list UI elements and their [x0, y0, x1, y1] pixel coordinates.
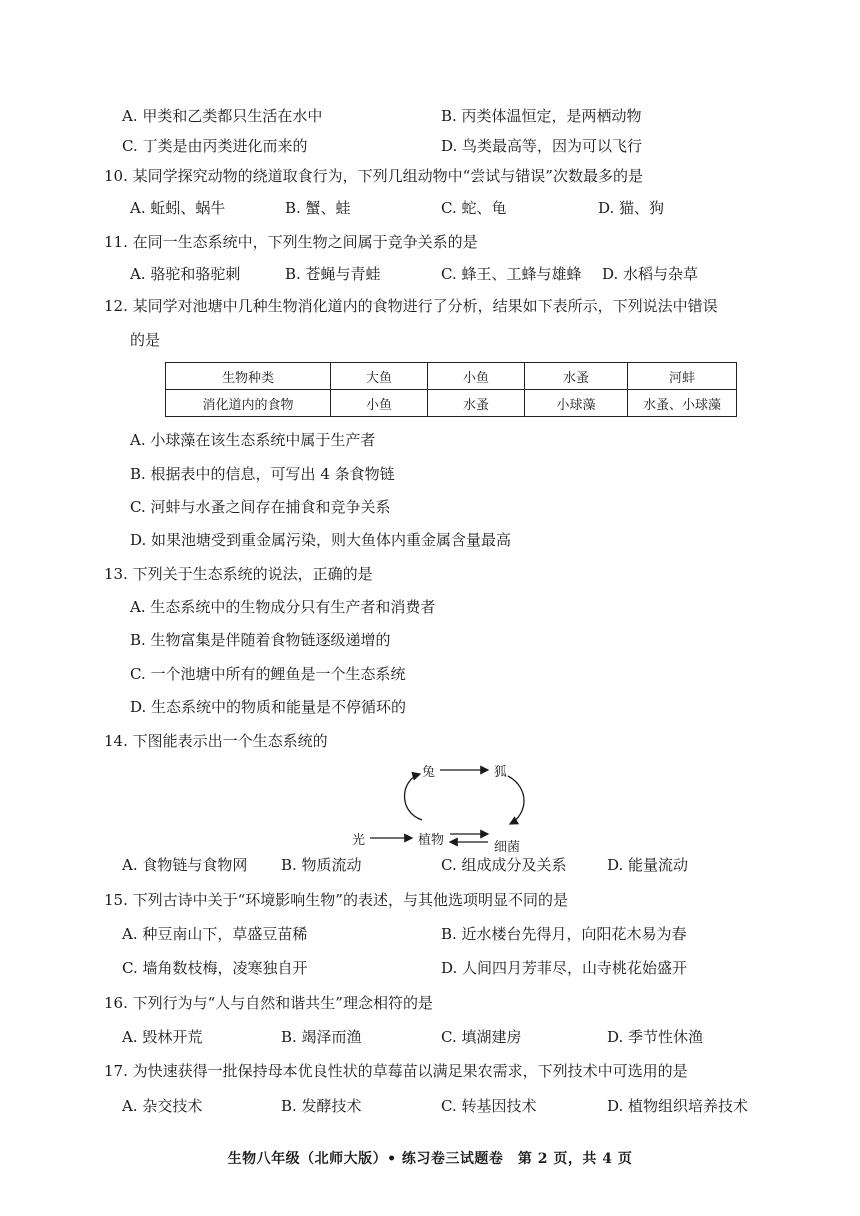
- q15-option-c: C. 墙角数枝梅，凌寒独自开: [122, 959, 308, 977]
- q17-stem: 17. 为快速获得一批保持母本优良性状的草莓苗以满足果农需求，下列技术中可选用的是: [104, 1062, 688, 1080]
- q13-option-a: A. 生态系统中的生物成分只有生产者和消费者: [130, 598, 436, 616]
- table-row: [166, 363, 737, 390]
- table-cell: 大鱼: [331, 363, 428, 390]
- table-cell: 小鱼: [428, 363, 525, 390]
- q17-option-a: A. 杂交技术: [122, 1097, 203, 1115]
- q9-option-c: C. 丁类是由丙类进化而来的: [122, 137, 308, 155]
- q17-option-b: B. 发酵技术: [281, 1097, 362, 1115]
- q14-option-b: B. 物质流动: [281, 856, 362, 874]
- q11-option-c: C. 蜂王、工蜂与雄蜂: [441, 265, 582, 283]
- table-cell: 水蚤、小球藻: [628, 390, 737, 417]
- light-label: 光: [352, 833, 366, 848]
- q15-option-b: B. 近水楼台先得月，向阳花木易为春: [441, 925, 687, 943]
- q11-option-a: A. 骆驼和骆驼刺: [130, 265, 241, 283]
- page-footer: 生物八年级（北师大版）• 练习卷三试题卷 第 2 页，共 4 页: [227, 1151, 633, 1167]
- q17-option-d: D. 植物组织培养技术: [607, 1097, 749, 1115]
- q10-option-a: A. 蚯蚓、蜗牛: [130, 199, 226, 217]
- fox-label: 狐: [494, 765, 508, 780]
- table-cell: 小球藻: [525, 390, 628, 417]
- q17-option-c: C. 转基因技术: [441, 1097, 537, 1115]
- q16-option-a: A. 毁林开荒: [122, 1028, 203, 1046]
- q16-stem: 16. 下列行为与“人与自然和谐共生”理念相符的是: [104, 994, 433, 1012]
- q13-option-b: B. 生物富集是伴随着食物链逐级递增的: [130, 631, 391, 649]
- table-row: [166, 390, 737, 417]
- rabbit-label: 兔: [422, 765, 436, 780]
- food-analysis-table: [165, 362, 737, 417]
- q12-stem-line1: 12. 某同学对池塘中几种生物消化道内的食物进行了分析，结果如下表所示，下列说法中错误: [104, 297, 718, 315]
- q9-option-d: D. 鸟类最高等，因为可以飞行: [441, 137, 643, 155]
- q15-option-a: A. 种豆南山下，草盛豆苗稀: [122, 925, 308, 943]
- q16-option-b: B. 竭泽而渔: [281, 1028, 362, 1046]
- q16-option-d: D. 季节性休渔: [607, 1028, 704, 1046]
- q10-stem: 10. 某同学探究动物的绕道取食行为，下列几组动物中“尝试与错误”次数最多的是: [104, 167, 643, 185]
- q10-option-c: C. 蛇、龟: [441, 199, 507, 217]
- q12-option-a: A. 小球藻在该生态系统中属于生产者: [130, 431, 376, 449]
- q12-stem-line2: 的是: [130, 331, 161, 349]
- q11-option-b: B. 苍蝇与青蛙: [285, 265, 381, 283]
- ecosystem-diagram: [348, 758, 538, 858]
- q14-stem: 14. 下图能表示出一个生态系统的: [104, 732, 328, 750]
- table-cell: 水蚤: [428, 390, 525, 417]
- table-cell: 水蚤: [525, 363, 628, 390]
- table-cell: 生物种类: [166, 363, 331, 390]
- q14-option-d: D. 能量流动: [607, 856, 689, 874]
- q10-option-d: D. 猫、狗: [598, 199, 665, 217]
- bacteria-label: 细菌: [494, 840, 521, 855]
- q10-option-b: B. 蟹、蛙: [285, 199, 351, 217]
- q11-stem: 11. 在同一生态系统中，下列生物之间属于竞争关系的是: [104, 233, 478, 251]
- q15-stem: 15. 下列古诗中关于“环境影响生物”的表述，与其他选项明显不同的是: [104, 891, 568, 909]
- q13-option-c: C. 一个池塘中所有的鲤鱼是一个生态系统: [130, 665, 406, 683]
- q13-option-d: D. 生态系统中的物质和能量是不停循环的: [130, 698, 407, 716]
- plant-label: 植物: [418, 833, 445, 848]
- q16-option-c: C. 填湖建房: [441, 1028, 522, 1046]
- q9-option-b: B. 丙类体温恒定，是两栖动物: [441, 107, 642, 125]
- q11-option-d: D. 水稻与杂草: [602, 265, 699, 283]
- table-cell: 河蚌: [628, 363, 737, 390]
- q12-option-b: B. 根据表中的信息，可写出 4 条食物链: [130, 465, 395, 483]
- table-cell: 消化道内的食物: [166, 390, 331, 417]
- q14-option-c: C. 组成成分及关系: [441, 856, 567, 874]
- q15-option-d: D. 人间四月芳菲尽，山寺桃花始盛开: [441, 959, 688, 977]
- q14-option-a: A. 食物链与食物网: [122, 856, 248, 874]
- q12-option-d: D. 如果池塘受到重金属污染，则大鱼体内重金属含量最高: [130, 531, 512, 549]
- q13-stem: 13. 下列关于生态系统的说法，正确的是: [104, 565, 373, 583]
- q9-option-a: A. 甲类和乙类都只生活在水中: [122, 107, 323, 125]
- q12-option-c: C. 河蚌与水蚤之间存在捕食和竞争关系: [130, 498, 391, 516]
- table-cell: 小鱼: [331, 390, 428, 417]
